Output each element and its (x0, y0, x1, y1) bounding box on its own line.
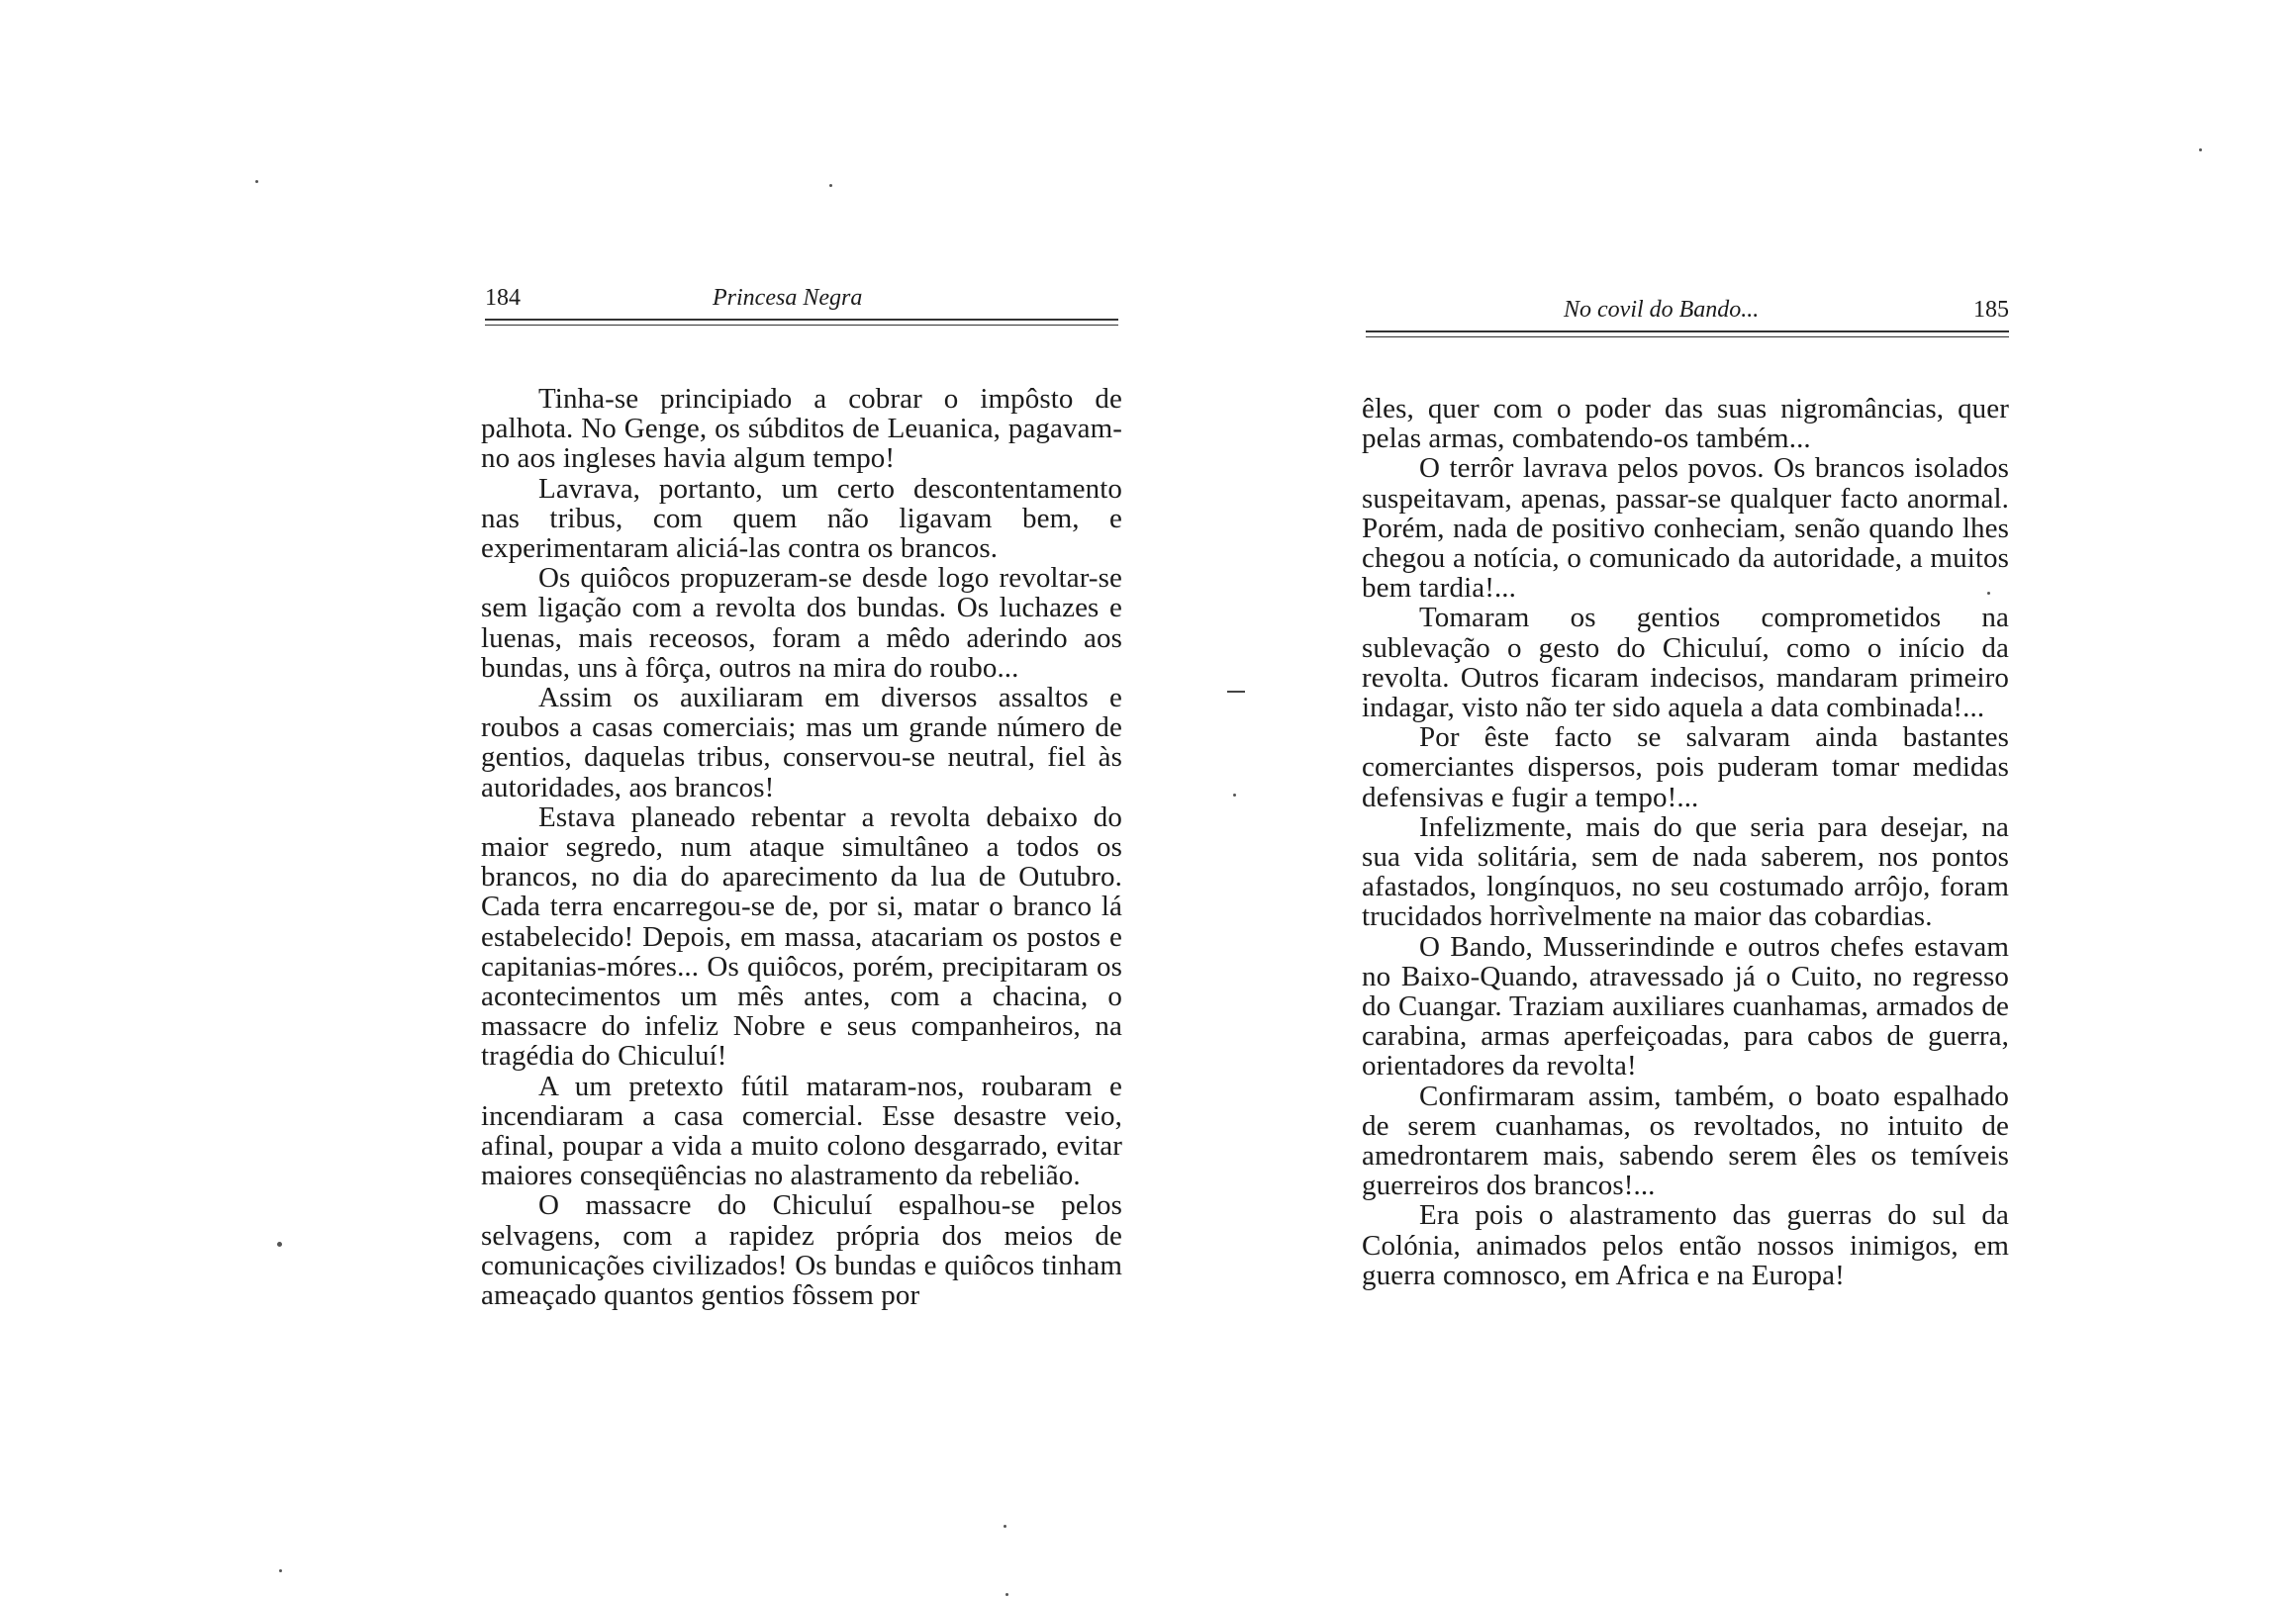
right-page (1148, 0, 2296, 1599)
paragraph: Tinha-se principiado a cobrar o impôsto de palhota. No Genge, os súbditos de Leuanica, pagavam-no aos ingleses havia algum tempo! (481, 383, 1122, 475)
right-page-body (1362, 394, 2009, 1290)
header-rule (485, 319, 1118, 321)
paragraph: O Bando, Musserindinde e outros chefes estavam no Baixo-Quando, atravessado já o Cuito, no regresso do Cuangar. Traziam auxiliares cuanhamas, armados de carabina, armas aperfeiçoadas, para cabos de guerra, orientadores da revolta! (1362, 930, 2009, 1082)
left-page-header (485, 285, 1118, 325)
header-rule-thin (485, 325, 1118, 326)
paragraph: Infelizmente, mais do que seria para desejar, na sua vida solitária, sem de nada saberem, nos pontos afastados, longínquos, no seu costumado arrôjo, foram trucidados horrìvelmente na maior das cobardias. (1362, 810, 2009, 933)
paragraph: Era pois o alastramento das guerras do sul da Colónia, animados pelos então nossos inimigos, em guerra comnosco, em Africa e na Europa! (1362, 1199, 2009, 1291)
header-rule-thin (1366, 336, 2009, 337)
left-page-body (481, 384, 1122, 1310)
paragraph: A um pretexto fútil mataram-nos, roubaram e incendiaram a casa comercial. Esse desastre veio, afinal, poupar a vida a muito colono desgarrado, evitar maiores conseqüências no alastramento da rebelião. (481, 1070, 1122, 1192)
paragraph: Confirmaram assim, também, o boato espalhado de serem cuanhamas, os revoltados, no intuito de amedrontarem mais, sabendo serem êles os temíveis guerreiros dos brancos!... (1362, 1080, 2009, 1202)
paragraph: Estava planeado rebentar a revolta debaixo do maior segredo, num ataque simultâneo a todos os brancos, no dia do aparecimento da lua de Outubro. Cada terra encarregou-se de, por si, matar o branco lá estabelecido! Depois, em massa, atacariam os postos e capitanias-móres... Os quiôcos, porém, precipitaram os acontecimentos um mês antes, com a chacina, o massacre do infeliz Nobre e seus companheiros, na tragédia do Chiculuí! (481, 800, 1122, 1073)
paragraph: O massacre do Chiculuí espalhou-se pelos selvagens, com a rapidez própria dos meios de comunicações civilizados! Os bundas e quiôcos tinham ameaçado quantos gentios fôssem por (481, 1189, 1122, 1312)
paragraph: Assim os auxiliaram em diversos assaltos e roubos a casas comerciais; mas um grande número de gentios, daquelas tribus, conservou-se neutral, fiel às autoridades, aos brancos! (481, 682, 1122, 803)
right-page-header (1366, 297, 2009, 336)
paragraph: Lavrava, portanto, um certo descontentamento nas tribus, com quem não ligavam bem, e experimentaram aliciá-las contra os brancos. (481, 472, 1122, 565)
header-rule (1366, 330, 2009, 332)
running-title: Princesa Negra (713, 285, 863, 311)
paragraph: Os quiôcos propuzeram-se desde logo revoltar-se sem ligação com a revolta dos bundas. Os luchazes e luenas, mais receosos, foram a mêdo aderindo aos bundas, uns à fôrça, outros na mira do roubo... (481, 562, 1122, 684)
paragraph: Por êste facto se salvaram ainda bastantes comerciantes dispersos, pois puderam tomar medidas defensivas e fugir a tempo!... (1362, 721, 2009, 813)
page-number: 184 (485, 285, 521, 311)
paragraph: Tomaram os gentios comprometidos na sublevação o gesto do Chiculuí, como o início da revolta. Outros ficaram indecisos, mandaram primeiro indagar, visto não ter sido aquela a data combinada!... (1362, 602, 2009, 724)
paragraph-continuation: êles, quer com o poder das suas nigromâncias, quer pelas armas, combatendo-os também... (1362, 393, 2009, 455)
page-number: 185 (1973, 297, 2009, 323)
paragraph: O terrôr lavrava pelos povos. Os brancos isolados suspeitavam, apenas, passar-se qualquer facto anormal. Porém, nada de positivo conheciam, senão quando lhes chegou a notícia, o comunicado da autoridade, a muitos bem tardia!... (1362, 452, 2009, 605)
running-title: No covil do Bando... (1564, 297, 1760, 323)
